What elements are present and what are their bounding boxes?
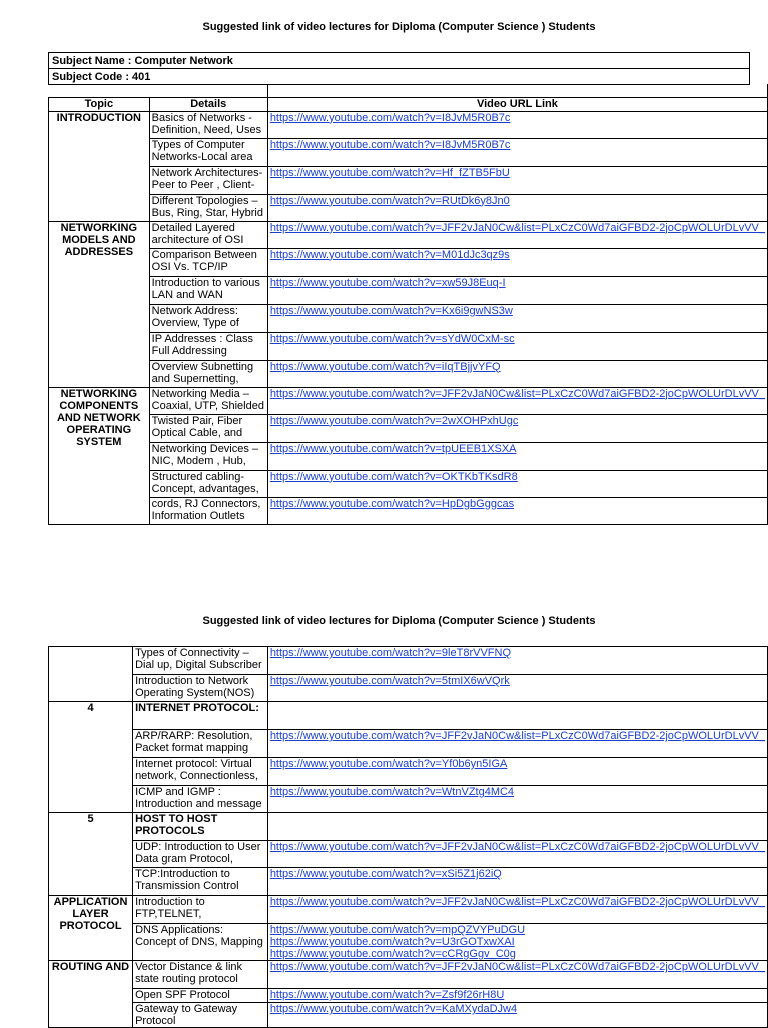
video-link[interactable]: https://www.youtube.com/watch?v=JFF2vJaN0Cw&list=PLxCzC0Wd7aiGFBD2-2joCpWOLUrDLvVV_ (269, 896, 765, 908)
page-title-2: Suggested link of video lectures for Diploma (Computer Science ) Students (202, 615, 596, 627)
video-link[interactable]: https://www.youtube.com/watch?v=Yf0b6yn5IGA (269, 758, 508, 770)
lecture-table-page-1 (48, 84, 768, 525)
video-link[interactable]: https://www.youtube.com/watch?v=iIqTBjjvYFQ (269, 360, 501, 373)
url-cell (267, 675, 767, 702)
column-header-row (49, 97, 768, 111)
details-text: Introduction to various LAN and WAN (151, 276, 260, 301)
table-row (49, 166, 768, 194)
table-row (49, 868, 768, 896)
video-link[interactable]: https://www.youtube.com/watch?v=sYdW0CxM-sc (269, 332, 515, 345)
video-link[interactable]: https://www.youtube.com/watch?v=mpQZVYPuDGU (269, 924, 526, 936)
topic-cell: 5 (49, 813, 133, 896)
table-row (49, 786, 768, 813)
video-link[interactable]: https://www.youtube.com/watch?v=OKTKbTKsdR8 (269, 470, 518, 483)
table-row (49, 470, 768, 497)
video-link[interactable]: https://www.youtube.com/watch?v=M01dJc3qz9s (269, 248, 510, 261)
url-cell (267, 497, 767, 524)
page-title: Suggested link of video lectures for Diploma (Computer Science ) Students (202, 21, 596, 33)
video-link[interactable]: https://www.youtube.com/watch?v=JFF2vJaN0Cw&list=PLxCzC0Wd7aiGFBD2-2joCpWOLUrDLvVV_ (269, 841, 765, 853)
topic-cell: NETWORKING MODELS AND ADDRESSES (49, 221, 150, 387)
details-text: DNS Applications: Concept of DNS, Mapping (135, 924, 263, 948)
url-cell (267, 786, 767, 813)
spacer-row (49, 84, 768, 97)
table-row (49, 276, 768, 304)
video-link[interactable]: https://www.youtube.com/watch?v=5tmIX6wVQrk (269, 675, 510, 687)
table-row (49, 647, 768, 675)
url-cell (267, 414, 767, 442)
video-link[interactable]: https://www.youtube.com/watch?v=U3rGOTxwXAI (269, 936, 515, 948)
details-cell (149, 387, 267, 414)
details-cell (133, 758, 268, 786)
details-text: Network Architectures- Peer to Peer , Client- (151, 166, 263, 191)
section-header-row (49, 702, 768, 730)
details-text: TCP:Introduction to Transmission Control (135, 868, 239, 892)
details-text: ICMP and IGMP : Introduction and message (135, 786, 262, 810)
topic-cell: APPLICATION LAYER PROTOCOL (49, 896, 133, 961)
column-header-details: Details (149, 97, 267, 111)
details-cell (149, 414, 267, 442)
details-text: ARP/RARP: Resolution, Packet format mapping (135, 730, 253, 754)
details-text: Network Address: Overview, Type of (151, 304, 239, 329)
details-cell (149, 166, 267, 194)
column-header-url: Video URL Link (267, 97, 767, 111)
video-link[interactable]: https://www.youtube.com/watch?v=KaMXydaDJw4 (269, 1003, 518, 1015)
details-cell (133, 730, 268, 758)
table-row (49, 497, 768, 524)
url-cell (267, 961, 767, 989)
details-cell (133, 989, 268, 1003)
url-cell (267, 387, 767, 414)
details-text: Vector Distance & link state routing protocol (135, 961, 243, 985)
details-text: Gateway to Gateway Protocol (135, 1003, 238, 1027)
details-text: cords, RJ Connectors, Information Outlets (151, 497, 261, 522)
topic-cell: 4 (49, 702, 133, 813)
lecture-table-page-2 (48, 646, 768, 1028)
details-text: Structured cabling- Concept, advantages, (151, 470, 259, 495)
details-cell (133, 896, 268, 924)
details-cell (149, 194, 267, 221)
url-cell (267, 360, 767, 387)
url-cell (267, 841, 767, 868)
column-header-topic: Topic (49, 97, 150, 111)
details-text: Networking Media – Coaxial, UTP, Shielded (151, 387, 264, 412)
video-link[interactable]: https://www.youtube.com/watch?v=JFF2vJaN0Cw&list=PLxCzC0Wd7aiGFBD2-2joCpWOLUrDLvVV_ (269, 221, 765, 234)
url-cell (267, 111, 767, 138)
table-row (49, 111, 768, 138)
video-link[interactable]: https://www.youtube.com/watch?v=xSi5Z1j62iQ (269, 868, 502, 880)
url-cell (267, 989, 767, 1003)
url-cell (267, 304, 767, 332)
video-link[interactable]: https://www.youtube.com/watch?v=xw59J8Euq-I (269, 276, 506, 289)
url-cell (267, 868, 767, 896)
video-link[interactable]: https://www.youtube.com/watch?v=JFF2vJaN0Cw&list=PLxCzC0Wd7aiGFBD2-2joCpWOLUrDLvVV_ (269, 961, 765, 973)
details-text: Internet protocol: Virtual network, Connectionless, (135, 758, 258, 782)
details-text: Basics of Networks - Definition, Need, Uses (151, 111, 262, 136)
topic-cell: ROUTING AND (49, 961, 133, 1028)
details-cell (149, 276, 267, 304)
video-link[interactable]: https://www.youtube.com/watch?v=JFF2vJaN0Cw&list=PLxCzC0Wd7aiGFBD2-2joCpWOLUrDLvVV_ (269, 730, 765, 742)
details-cell (133, 924, 268, 961)
details-text: UDP: Introduction to User Data gram Protocol, (135, 841, 261, 865)
section-heading: INTERNET PROTOCOL: (133, 702, 268, 730)
details-cell (149, 470, 267, 497)
details-cell (149, 497, 267, 524)
url-cell (267, 924, 767, 961)
details-cell (133, 868, 268, 896)
table-row (49, 730, 768, 758)
video-link[interactable]: https://www.youtube.com/watch?v=Kx6i9gwNS3w (269, 304, 513, 317)
url-cell (267, 470, 767, 497)
subject-name: Subject Name : Computer Network (48, 53, 750, 69)
details-text: Open SPF Protocol (135, 989, 230, 1001)
table-row (49, 248, 768, 276)
details-cell (133, 786, 268, 813)
video-link[interactable]: https://www.youtube.com/watch?v=WtnVZtg4MC4 (269, 786, 515, 798)
video-link[interactable]: https://www.youtube.com/watch?v=HpDgbGggcas (269, 497, 515, 510)
video-link[interactable]: https://www.youtube.com/watch?v=Hf_fZTB5FbU (269, 166, 510, 179)
details-text: Different Topologies – Bus, Ring, Star, Hybrid (151, 194, 263, 219)
table-row (49, 414, 768, 442)
video-link[interactable]: https://www.youtube.com/watch?v=9leT8rVVFNQ (269, 647, 511, 659)
details-text: Twisted Pair, Fiber Optical Cable, and (151, 414, 243, 439)
details-cell (149, 360, 267, 387)
video-link[interactable]: https://www.youtube.com/watch?v=2wXOHPxhUgc (269, 414, 519, 427)
url-cell (267, 194, 767, 221)
table-row (49, 194, 768, 221)
table-row (49, 961, 768, 989)
video-link[interactable]: https://www.youtube.com/watch?v=RUtDk6y8Jn0 (269, 194, 510, 207)
table-row (49, 841, 768, 868)
details-cell (149, 221, 267, 248)
url-cell (267, 138, 767, 166)
topic-cell: INTRODUCTION (49, 111, 150, 221)
table-row (49, 758, 768, 786)
url-cell (267, 647, 767, 675)
table-row (49, 675, 768, 702)
table-row (49, 138, 768, 166)
details-cell (133, 647, 268, 675)
table-row (49, 304, 768, 332)
details-text: Introduction to Network Operating System(NOS) (135, 675, 255, 699)
url-cell (267, 332, 767, 360)
subject-code: Subject Code : 401 (48, 69, 750, 85)
details-text: Types of Computer Networks-Local area (151, 138, 253, 163)
details-cell (149, 304, 267, 332)
url-cell (267, 166, 767, 194)
details-text: Networking Devices – NIC, Modem , Hub, (151, 442, 259, 467)
table-row (49, 221, 768, 248)
details-text: Introduction to FTP,TELNET, (135, 896, 205, 920)
table-row (49, 387, 768, 414)
details-text: Overview Subnetting and Supernetting, (151, 360, 254, 385)
details-cell (149, 138, 267, 166)
details-cell (149, 111, 267, 138)
details-cell (133, 961, 268, 989)
url-cell (267, 276, 767, 304)
video-link[interactable]: https://www.youtube.com/watch?v=I8JvM5R0B7c (269, 138, 511, 151)
details-cell (133, 675, 268, 702)
url-cell (267, 442, 767, 470)
subject-header (48, 52, 750, 85)
details-cell (149, 332, 267, 360)
video-link[interactable]: https://www.youtube.com/watch?v=Zsf9f26rH8U (269, 989, 505, 1001)
details-text: Comparison Between OSI Vs. TCP/IP (151, 248, 257, 273)
url-cell (267, 248, 767, 276)
details-cell (149, 442, 267, 470)
section-header-row (49, 813, 768, 841)
video-link[interactable]: https://www.youtube.com/watch?v=I8JvM5R0B7c (269, 111, 511, 124)
url-cell (267, 896, 767, 924)
empty-url-cell (267, 702, 767, 730)
table-row (49, 896, 768, 924)
table-row (49, 332, 768, 360)
url-cell (267, 758, 767, 786)
video-link[interactable]: https://www.youtube.com/watch?v=JFF2vJaN0Cw&list=PLxCzC0Wd7aiGFBD2-2joCpWOLUrDLvVV_ (269, 387, 765, 400)
url-cell (267, 730, 767, 758)
details-text: Detailed Layered architecture of OSI (151, 221, 244, 246)
topic-cell (49, 647, 133, 702)
details-cell (133, 841, 268, 868)
empty-url-cell (267, 813, 767, 841)
url-cell (267, 221, 767, 248)
table-row (49, 989, 768, 1003)
details-cell (149, 248, 267, 276)
table-row (49, 442, 768, 470)
video-link[interactable]: https://www.youtube.com/watch?v=cCRgGgv_C0g (269, 948, 516, 960)
video-link[interactable]: https://www.youtube.com/watch?v=tpUEEB1XSXA (269, 442, 517, 455)
table-row (49, 924, 768, 961)
table-row (49, 360, 768, 387)
topic-cell: NETWORKING COMPONENTS AND NETWORK OPERATING SYSTEM (49, 387, 150, 524)
details-text: IP Addresses : Class Full Addressing (151, 332, 253, 357)
details-text: Types of Connectivity – Dial up, Digital Subscriber (135, 647, 262, 671)
section-heading: HOST TO HOST PROTOCOLS (133, 813, 268, 841)
